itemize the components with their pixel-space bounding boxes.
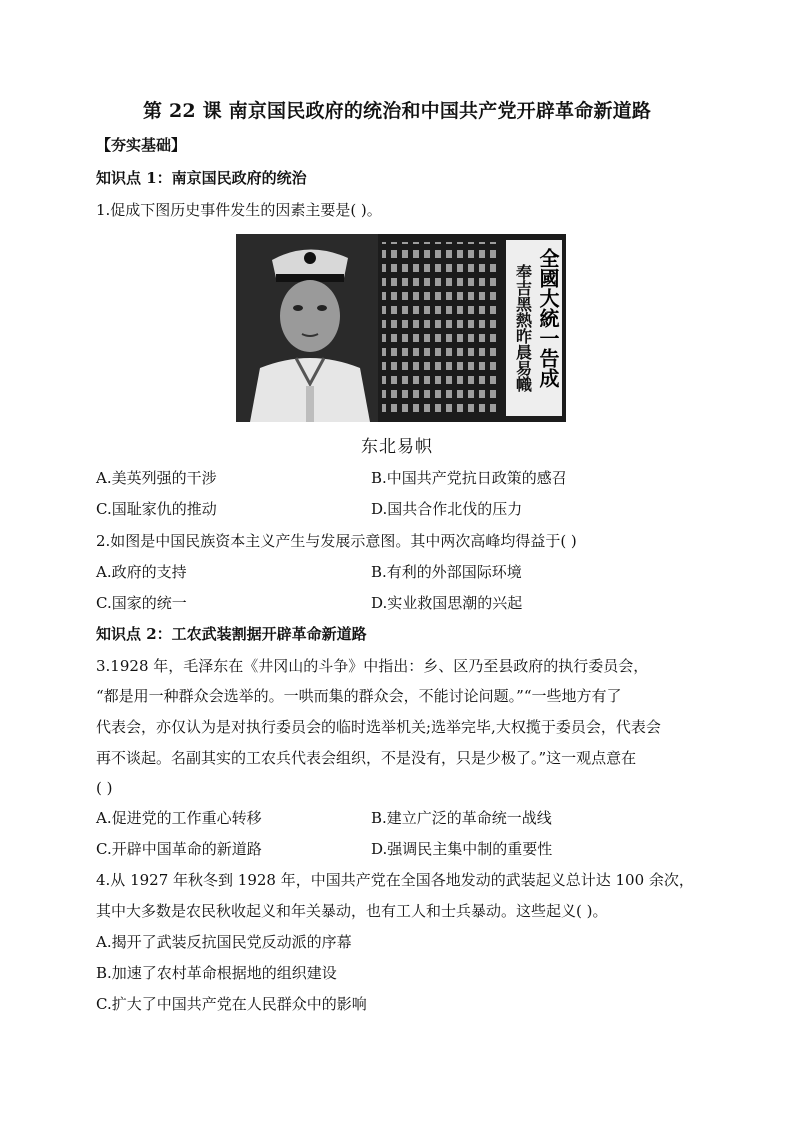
q4-option-c[interactable]: C.扩大了中国共产党在人民群众中的影响 bbox=[96, 995, 367, 1013]
question-4-stem-line: 其中大多数是农民秋收起义和年关暴动，也有工人和士兵暴动。这些起义( )。 bbox=[96, 902, 608, 920]
question-2-stem: 2.如图是中国民族资本主义产生与发展示意图。其中两次高峰均得益于( ) bbox=[96, 532, 577, 550]
question-3-stem-line: ( ) bbox=[96, 779, 113, 797]
q3-option-a[interactable]: A.促进党的工作重心转移 bbox=[96, 809, 262, 827]
newspaper-subheadline: 奉吉黑熱昨晨易幟 bbox=[513, 264, 533, 392]
knowledge-point-2: 知识点 2：工农武装割据开辟革命新道路 bbox=[96, 625, 367, 643]
section-header: 【夯实基础】 bbox=[96, 136, 187, 154]
q2-option-a[interactable]: A.政府的支持 bbox=[96, 563, 187, 581]
question-4-stem-line: 4.从 1927 年秋冬到 1928 年，中国共产党在全国各地发动的武装起义总计达 100 余次， bbox=[96, 871, 694, 889]
question-3-stem-line: 代表会，亦仅认为是对执行委员会的临时选举机关;选举完毕,大权揽于委员会，代表会 bbox=[96, 718, 661, 736]
historical-newspaper-photo bbox=[236, 234, 566, 422]
q1-option-c[interactable]: C.国耻家仇的推动 bbox=[96, 500, 217, 518]
q3-option-c[interactable]: C.开辟中国革命的新道路 bbox=[96, 840, 262, 858]
q3-option-d[interactable]: D.强调民主集中制的重要性 bbox=[371, 840, 553, 858]
q1-option-d[interactable]: D.国共合作北伐的压力 bbox=[371, 500, 523, 518]
question-3-stem-line: “都是用一种群众会选举的。一哄而集的群众会，不能讨论问题。”“一些地方有了 bbox=[96, 687, 622, 705]
q4-option-a[interactable]: A.揭开了武装反抗国民党反动派的序幕 bbox=[96, 933, 352, 951]
question-3-stem-line: 再不谈起。名副其实的工农兵代表会组织，不是没有，只是少极了。”这一观点意在 bbox=[96, 749, 637, 767]
q3-option-b[interactable]: B.建立广泛的革命统一战线 bbox=[371, 809, 552, 827]
figure-caption: 东北易帜 bbox=[361, 437, 433, 457]
page-title: 第 22 课 南京国民政府的统治和中国共产党开辟革命新道路 bbox=[142, 100, 652, 122]
q2-option-b[interactable]: B.有利的外部国际环境 bbox=[371, 563, 522, 581]
q2-option-c[interactable]: C.国家的统一 bbox=[96, 594, 187, 612]
question-1-stem: 1.促成下图历史事件发生的因素主要是( )。 bbox=[96, 201, 382, 219]
knowledge-point-1: 知识点 1：南京国民政府的统治 bbox=[96, 169, 307, 187]
question-3-stem-line: 3.1928 年，毛泽东在《井冈山的斗争》中指出：乡、区乃至县政府的执行委员会， bbox=[96, 657, 649, 675]
q2-option-d[interactable]: D.实业救国思潮的兴起 bbox=[371, 594, 523, 612]
q4-option-b[interactable]: B.加速了农村革命根据地的组织建设 bbox=[96, 964, 337, 982]
newspaper-image bbox=[236, 234, 566, 422]
q1-option-b[interactable]: B.中国共产党抗日政策的感召 bbox=[371, 469, 567, 487]
newspaper-headline: 全國大統一告成 bbox=[536, 248, 560, 388]
q1-option-a[interactable]: A.美英列强的干涉 bbox=[96, 469, 217, 487]
